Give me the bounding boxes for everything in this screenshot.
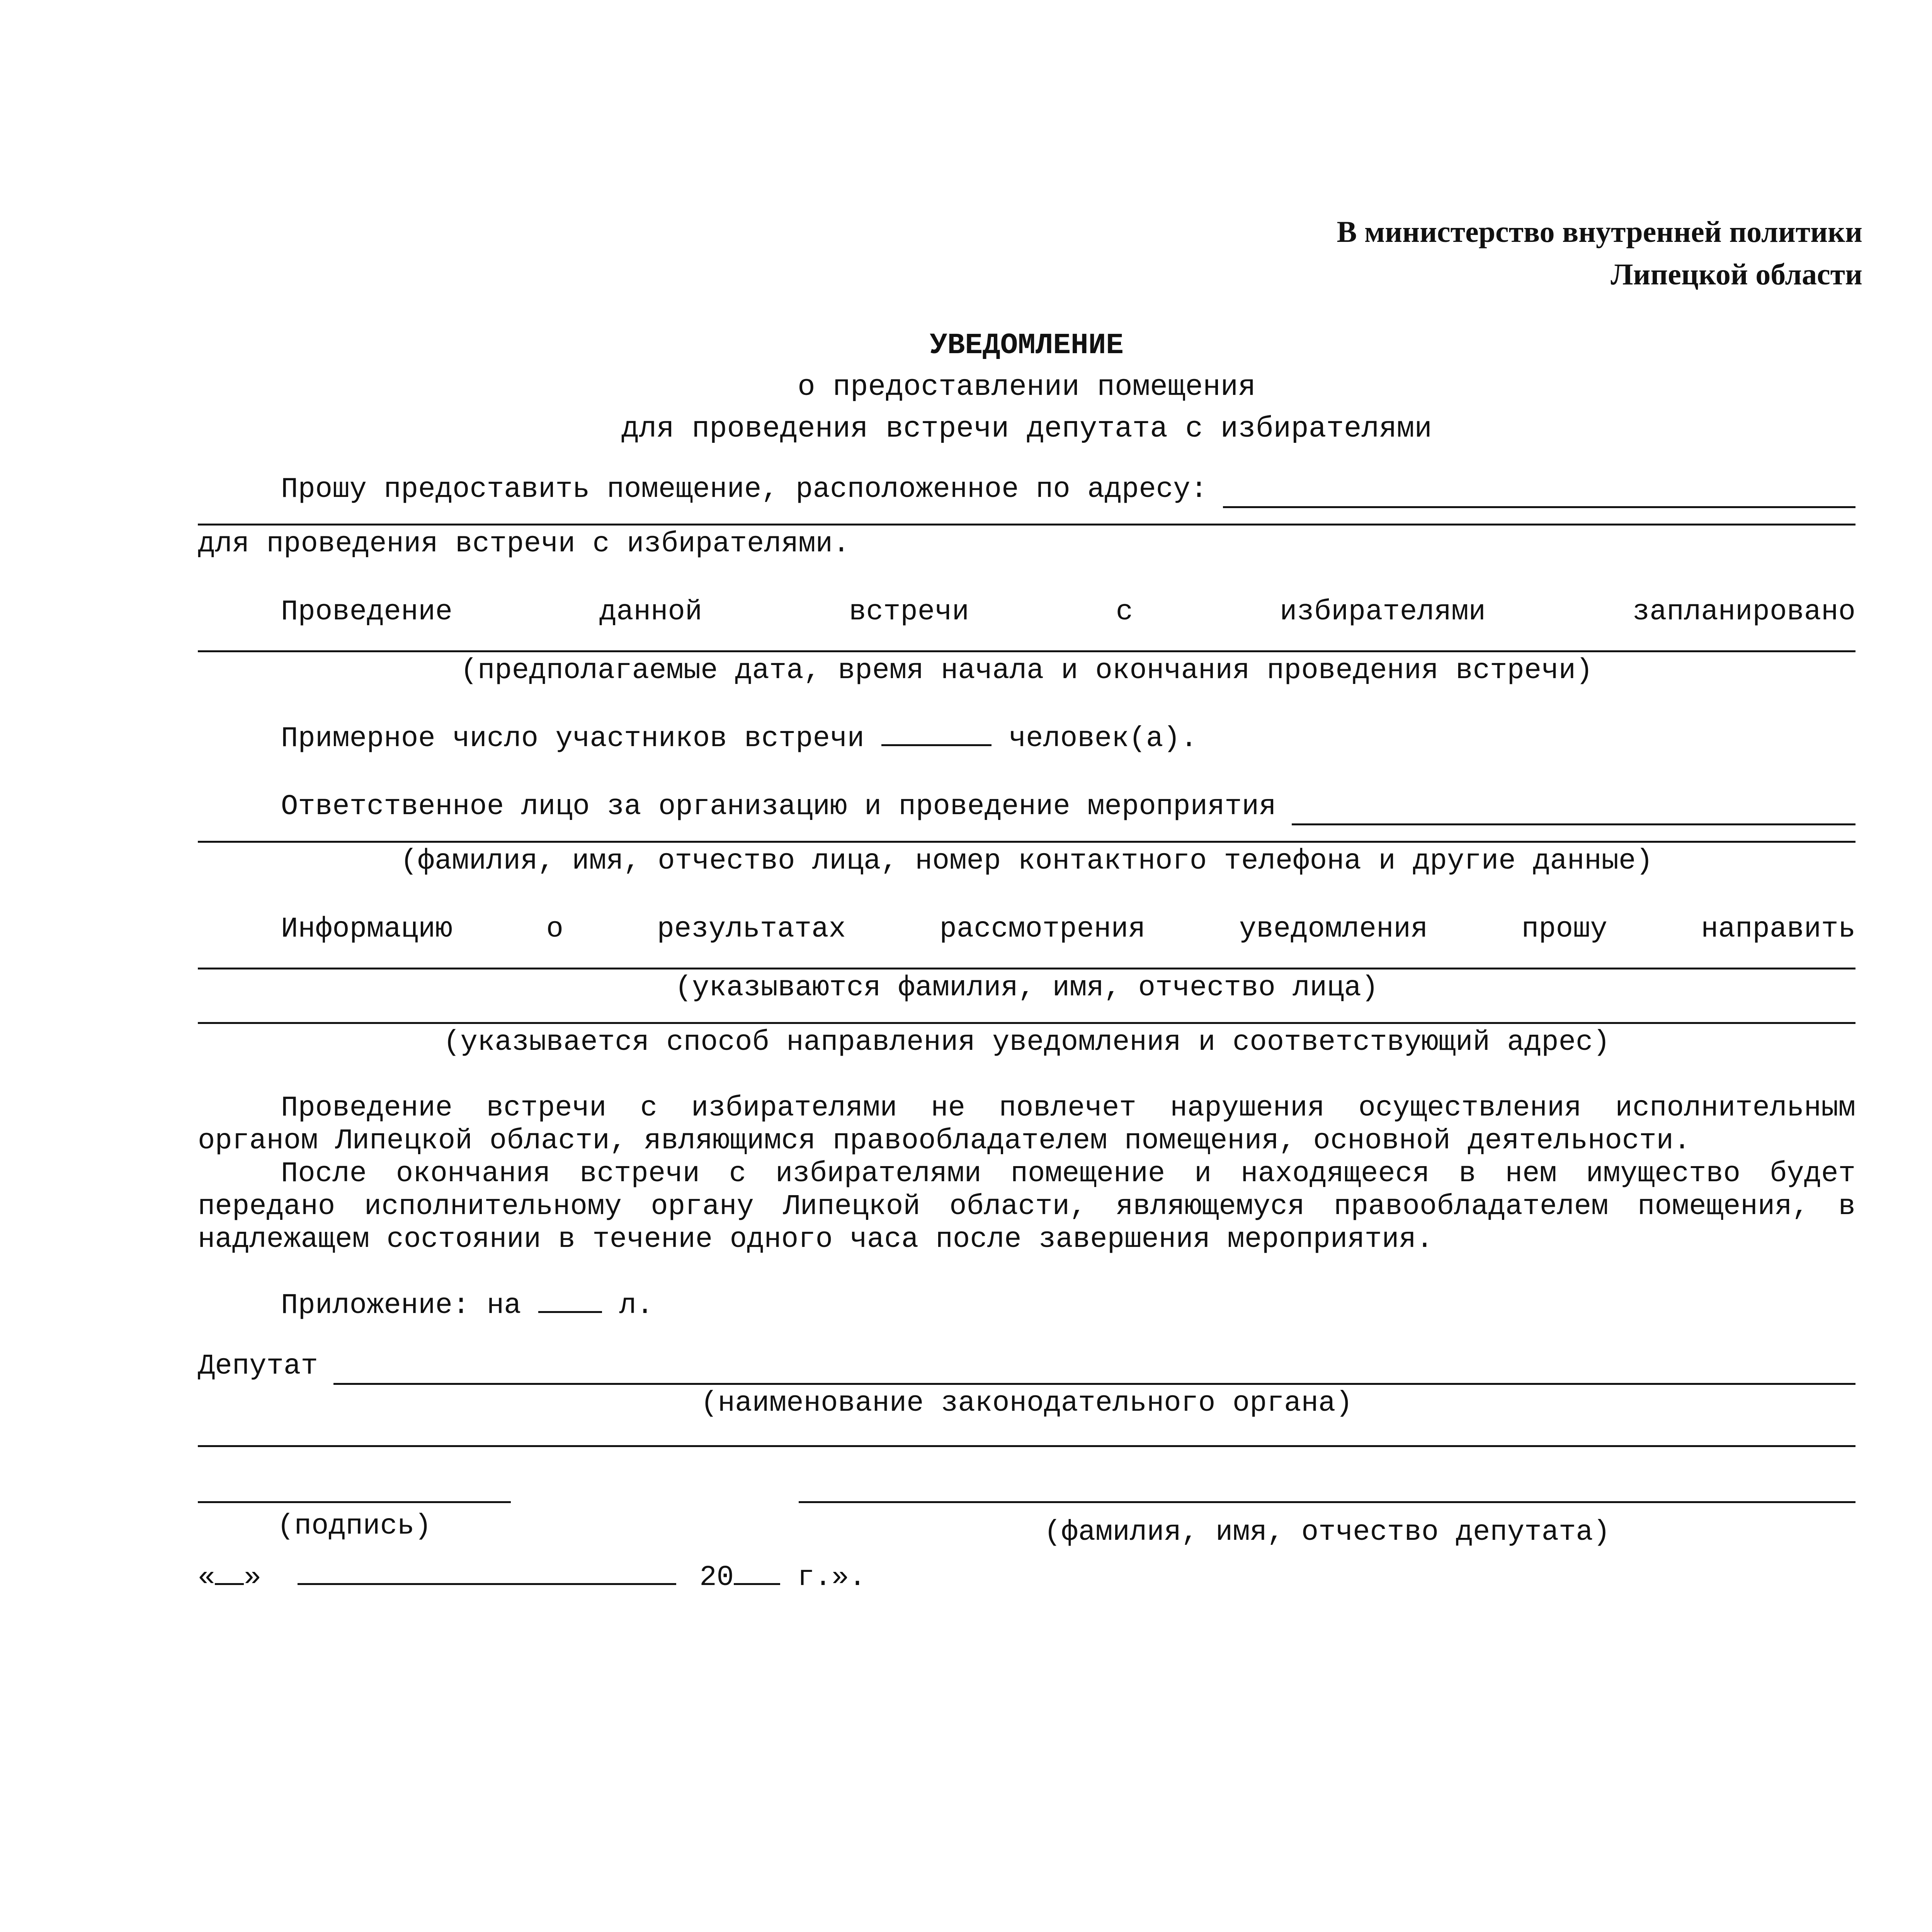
- info-word: результатах: [657, 913, 846, 946]
- responsible-caption: (фамилия, имя, отчество лица, номер контактного телефона и другие данные): [400, 845, 1653, 878]
- date-year-blank[interactable]: [734, 1560, 780, 1585]
- attachment-prefix: Приложение: на: [281, 1289, 521, 1322]
- date-month-blank[interactable]: [298, 1560, 676, 1585]
- deputy-organ-blank[interactable]: [333, 1360, 1855, 1385]
- title-heading: УВЕДОМЛЕНИЕ: [930, 329, 1124, 362]
- address-blank-continued[interactable]: [198, 508, 1855, 526]
- date-year-suffix: г.».: [797, 1561, 866, 1594]
- request-row: [198, 471, 1855, 508]
- info-caption-1: (указываются фамилия, имя, отчество лица): [675, 971, 1379, 1004]
- deputy-caption: (наименование законодательного органа): [701, 1387, 1353, 1420]
- title-subheading-2: для проведения встречи депутата с избирателями: [621, 412, 1432, 446]
- signature-caption: (подпись): [277, 1510, 432, 1543]
- addressee-line-2: Липецкой области: [1611, 257, 1862, 291]
- date-close-quote: »: [244, 1561, 261, 1594]
- date-year-prefix: 20: [699, 1561, 734, 1594]
- paragraph-1: Проведение встречи с избирателями не повлечет нарушения осуществления исполнительным органом Липецкой области, являющимся правообладателем помещения, основной деятельности.: [198, 1092, 1855, 1157]
- participants-prefix: Примерное число участников встречи: [281, 722, 864, 755]
- responsible-blank[interactable]: [1292, 800, 1855, 825]
- date-day-blank[interactable]: [215, 1560, 244, 1585]
- signature-block: [198, 1478, 511, 1545]
- signature-blank[interactable]: [198, 1478, 511, 1503]
- paragraph-2: После окончания встречи с избирателями помещение и находящееся в нем имущество будет передано исполнительному органу Липецкой области, являющемуся правообладателем помещения, в надлежащем состоянии в течение одного часа после завершения мероприятия.: [198, 1158, 1855, 1256]
- planned-word: запланировано: [1632, 596, 1855, 629]
- info-word: уведомления: [1239, 913, 1428, 946]
- addressee-block: [1337, 211, 1862, 296]
- attachment-row: [198, 1287, 1855, 1324]
- planned-word: избирателями: [1280, 596, 1486, 629]
- participants-blank[interactable]: [881, 721, 992, 746]
- signature-row: [198, 1478, 1855, 1549]
- deputy-organ-blank-continued[interactable]: [198, 1422, 1855, 1447]
- request-text: Прошу предоставить помещение, расположенное по адресу:: [281, 473, 1208, 506]
- info-word: рассмотрения: [939, 913, 1146, 946]
- info-row: [198, 911, 1855, 948]
- responsible-blank-continued[interactable]: [198, 825, 1855, 843]
- title-subheading-1: о предоставлении помещения: [798, 371, 1256, 404]
- attachment-pages-blank[interactable]: [538, 1288, 602, 1313]
- info-caption-2: (указывается способ направления уведомления и соответствующий адрес): [443, 1026, 1610, 1059]
- responsible-row: [198, 788, 1855, 825]
- deputy-label: Депутат: [198, 1350, 318, 1383]
- info-word: о: [546, 913, 563, 946]
- planned-caption: (предполагаемые дата, время начала и окончания проведения встречи): [460, 654, 1593, 687]
- notification-form: [198, 325, 1855, 1596]
- deputy-fio-blank[interactable]: [799, 1478, 1855, 1503]
- planned-word: с: [1116, 596, 1133, 629]
- planned-word: Проведение: [281, 596, 453, 629]
- participants-row: [198, 720, 1855, 757]
- deputy-fio-block: [799, 1478, 1855, 1551]
- info-word: прошу: [1521, 913, 1607, 946]
- info-word: Информацию: [281, 913, 453, 946]
- date-row: [198, 1559, 1855, 1596]
- request-end: для проведения встречи с избирателями.: [198, 528, 850, 561]
- addressee-line-1: В министерство внутренней политики: [1337, 215, 1862, 248]
- planned-word: встречи: [849, 596, 969, 629]
- info-recipient-blank[interactable]: [198, 948, 1855, 969]
- planned-blank[interactable]: [198, 631, 1855, 652]
- responsible-text: Ответственное лицо за организацию и проведение мероприятия: [281, 790, 1276, 823]
- date-open-quote: «: [198, 1561, 215, 1594]
- info-method-blank[interactable]: [198, 1007, 1855, 1024]
- deputy-fio-caption: (фамилия, имя, отчество депутата): [1044, 1516, 1611, 1549]
- deputy-row: [198, 1348, 1855, 1385]
- participants-suffix: человек(а).: [1009, 722, 1198, 755]
- planned-row: [198, 594, 1855, 631]
- address-blank[interactable]: [1223, 483, 1855, 508]
- attachment-suffix: л.: [619, 1289, 654, 1322]
- info-word: направить: [1701, 913, 1855, 946]
- form-title: [198, 325, 1855, 450]
- planned-word: данной: [599, 596, 702, 629]
